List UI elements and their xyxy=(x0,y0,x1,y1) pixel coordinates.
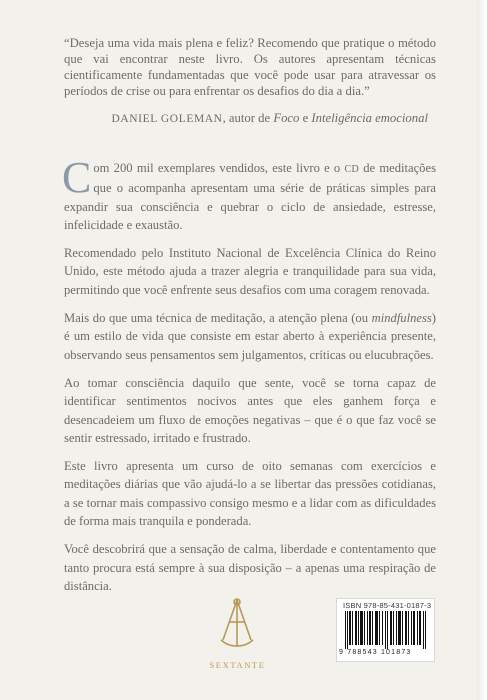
book-title-foco: Foco xyxy=(273,111,300,125)
publisher-name: SEXTANTE xyxy=(209,660,266,670)
page-edge xyxy=(477,0,487,700)
quote-attribution xyxy=(64,110,428,127)
paragraph-6: Você descobrirá que a sensação de calma, liberdade e contentamento que tanto procura está sempre à sua disposição – a apenas uma respiração de distância. xyxy=(64,542,436,593)
barcode xyxy=(336,598,435,662)
paragraph-5: Este livro apresenta um curso de oito semanas com exercícios e meditações diárias que vão ajudá-lo a se libertar das pressões cotidianas, a se tornar mais compassivo consigo mesmo e a lidar com as dificuldades de forma mais tranquila e ponderada. xyxy=(64,459,436,529)
quote-text: “Deseja uma vida mais plena e feliz? Recomendo que pratique o método que vai encontrar neste livro. Os autores apresentam técnicas cientificamente fundamentadas que você pode usar para atravessar os períodos de crise ou para enfrentar os desafios do dia a dia.” xyxy=(64,36,436,98)
paragraph-2: Recomendado pelo Instituto Nacional de Excelência Clínica do Reino Unido, este método ajuda a trazer alegria e tranquilidade para sua vida, permitindo que você enfrente seus desafios com uma coragem renovada. xyxy=(64,246,436,297)
connector: e xyxy=(299,111,312,125)
paragraph-3: Mais do que uma técnica de meditação, a atenção plena (ou mindfulness) é um estilo de vida que consiste em estar aberto à experiência presente, observando seus pensamentos sem julgamentos, críticas ou elucubrações. xyxy=(64,311,436,362)
description-body xyxy=(62,153,436,605)
barcode-number: 9 788543 101873 xyxy=(339,649,412,656)
barcode-bars xyxy=(345,611,427,649)
quote-author: DANIEL GOLEMAN xyxy=(111,113,223,125)
isbn-text: ISBN 978-85-431-0187-3 xyxy=(343,601,432,610)
paragraph-1: Com 200 mil exemplares vendidos, este livro e o CD de meditações que o acompanha apresentam uma série de práticas simples para expandir sua consciência e quebrar o ciclo de ansiedade, estresse, infelicidade e exaustão. xyxy=(62,153,436,232)
author-role-prefix: , autor de xyxy=(222,111,274,125)
book-title-inteligencia: Inteligência emocional xyxy=(311,111,428,125)
drop-cap: C xyxy=(62,153,92,202)
paragraph-4: Ao tomar consciência daquilo que sente, você se torna capaz de identificar sentimentos nocivos antes que eles ganhem força e desencadeiem um fluxo de emoções negativas – que é o que faz você se sentir estressado, irritado e frustrado. xyxy=(64,375,436,445)
endorsement-quote xyxy=(64,35,436,99)
sextant-icon xyxy=(213,594,261,656)
